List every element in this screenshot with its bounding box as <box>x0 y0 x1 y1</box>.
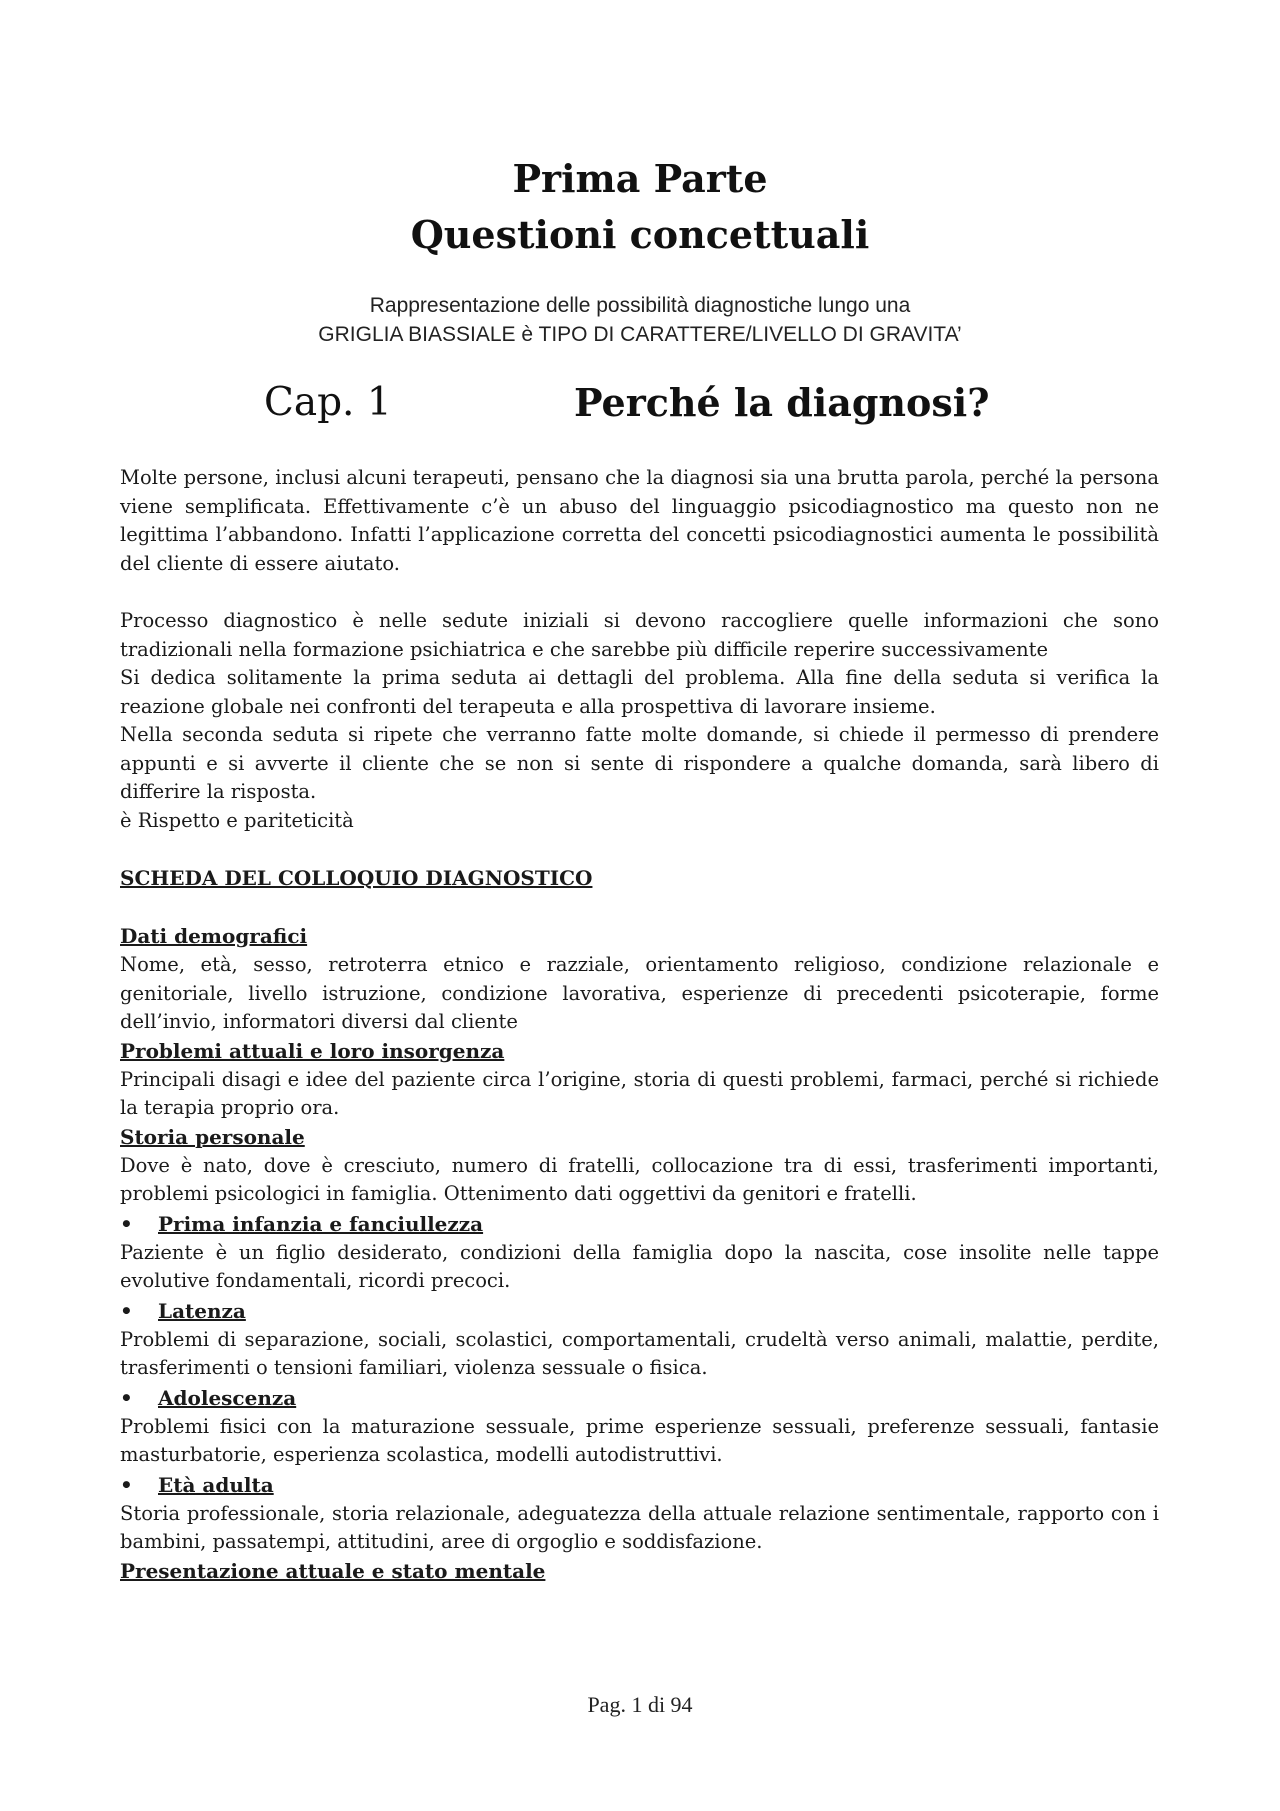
part-title: Prima Parte <box>512 156 768 201</box>
intro-paragraph: Molte persone, inclusi alcuni terapeuti, pensano che la diagnosi sia una brutta parola, perché la persona viene semplificata. Effettivamente c’è un abuso del linguaggio psicodiagnostico ma questo non ne legittima l’abbandono. Infatti l’applicazione corretta del concetti psicodiagnostici aumenta le possibilità del cliente di essere aiutato. <box>120 466 1159 575</box>
phase-label: Latenza <box>158 1298 246 1323</box>
process-paragraph: Si dedica solitamente la prima seduta ai dettagli del problema. Alla fine della seduta si verifica la reazione globale nei confronti del terapeuta e alla prospettiva di lavorare insieme. <box>120 666 1159 718</box>
storia-personale-heading: Storia personale <box>120 1124 305 1149</box>
chapter-title: Perché la diagnosi? <box>574 380 990 425</box>
bullet-icon: • <box>120 1298 133 1323</box>
problemi-attuali-text: Principali disagi e idee del paziente circa l’origine, storia di questi problemi, farmaci, perché si richiede la terapia proprio ora. <box>120 1067 1159 1119</box>
dati-demografici-heading: Dati demografici <box>120 924 308 948</box>
phase-heading <box>120 1296 1159 1326</box>
presentazione-heading: Presentazione attuale e stato mentale <box>120 1558 546 1583</box>
process-paragraph: Nella seconda seduta si ripete che verranno fatte molte domande, si chiede il permesso di prendere appunti e si avverte il cliente che se non si sente di rispondere a qualche domanda, sarà libero di differire la risposta. <box>120 723 1159 803</box>
phase-heading <box>120 1383 1159 1413</box>
phase-label: Adolescenza <box>158 1385 297 1410</box>
phase-heading <box>120 1209 1159 1239</box>
phase-text: Problemi fisici con la maturazione sessuale, prime esperienze sessuali, preferenze sessuali, fantasie masturbatorie, esperienza scolastica, modelli autodistruttivi. <box>120 1414 1159 1466</box>
phase-label: Età adulta <box>158 1472 274 1497</box>
page-number: Pag. 1 di 94 <box>587 1692 693 1717</box>
problemi-attuali-heading: Problemi attuali e loro insorgenza <box>120 1038 505 1063</box>
subtitle-line-1: Rappresentazione delle possibilità diagnostiche lungo una <box>369 294 911 317</box>
phase-text: Problemi di separazione, sociali, scolastici, comportamentali, crudeltà verso animali, malattie, perdite, trasferimenti o tensioni familiari, violenza sessuale o fisica. <box>120 1327 1159 1379</box>
bullet-icon: • <box>120 1472 133 1497</box>
document-body <box>120 464 1159 1586</box>
phase-heading <box>120 1470 1159 1500</box>
phase-label: Prima infanzia e fanciullezza <box>158 1211 484 1236</box>
phase-text: Storia professionale, storia relazionale, adeguatezza della attuale relazione sentimentale, rapporto con i bambini, passatempi, attitudini, aree di orgoglio e soddisfazione. <box>120 1501 1159 1553</box>
dati-demografici-text: Nome, età, sesso, retroterra etnico e razziale, orientamento religioso, condizione relazionale e genitoriale, livello istruzione, condizione lavorativa, esperienze di precedenti psicoterapie, forme dell’invio, informatori diversi dal cliente <box>120 953 1159 1033</box>
bullet-icon: • <box>120 1385 133 1410</box>
chapter-number: Cap. 1 <box>264 380 392 425</box>
section-title: Questioni concettuali <box>410 212 870 257</box>
storia-personale-text: Dove è nato, dove è cresciuto, numero di fratelli, collocazione tra di essi, trasferimenti importanti, problemi psicologici in famiglia. Ottenimento dati oggettivi da genitori e fratelli. <box>120 1153 1159 1205</box>
process-paragraph: Processo diagnostico è nelle sedute iniziali si devono raccogliere quelle informazioni che sono tradizionali nella formazione psichiatrica e che sarebbe più difficile reperire successivamente <box>120 609 1159 661</box>
subtitle-line-2: GRIGLIA BIASSIALE è TIPO DI CARATTERE/LIVELLO DI GRAVITA’ <box>318 323 962 346</box>
process-paragraph: è Rispetto e pariteticità <box>120 808 354 832</box>
scheda-heading: SCHEDA DEL COLLOQUIO DIAGNOSTICO <box>120 866 593 890</box>
bullet-icon: • <box>120 1211 133 1236</box>
phase-text: Paziente è un figlio desiderato, condizioni della famiglia dopo la nascita, cose insolite nelle tappe evolutive fondamentali, ricordi precoci. <box>120 1240 1159 1292</box>
